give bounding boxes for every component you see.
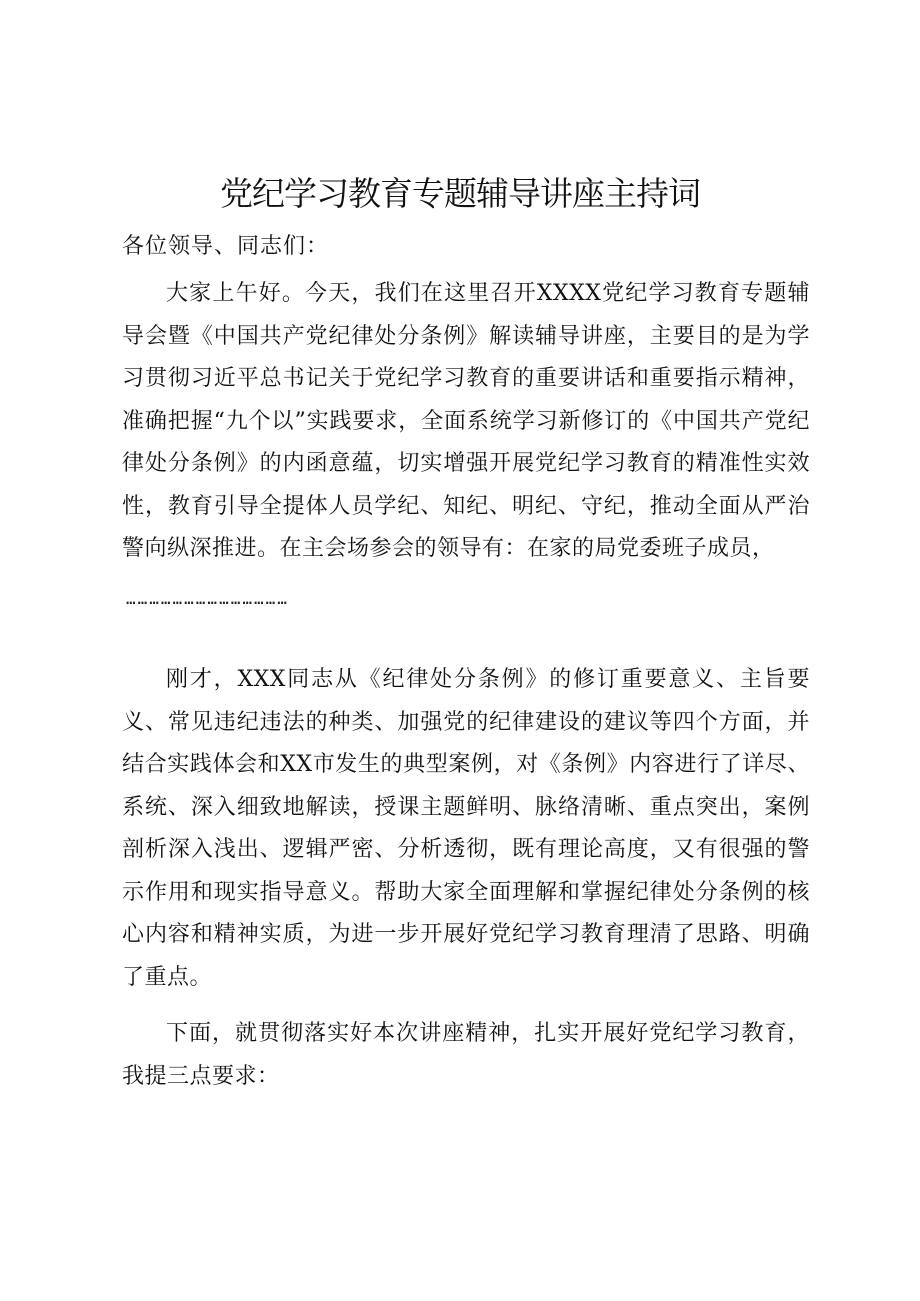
paragraph-opening: 大家上午好。今天，我们在这里召开XXXX党纪学习教育专题辅导会暨《中国共产党纪律处分条例》解读辅导讲座，主要目的是为学习贯彻习近平总书记关于党纪学习教育的重要讲话和重要指示精神，准确把握“九个以”实践要求，全面系统学习新修订的《中国共产党纪律处分条例》的内函意蕴，切实增强开展党纪学习教育的精准性实效性，教育引导全提体人员学纪、知纪、明纪、守纪，推动全面从严治警向纵深推进。在主会场参会的领导有：在家的局党委班子成员，: [122, 281, 810, 561]
document-title: 党纪学习教育专题辅导讲座主持词: [220, 174, 700, 213]
paragraph-requirements-intro: 下面，就贯彻落实好本次讲座精神，扎实开展好党纪学习教育，我提三点要求：: [122, 1021, 810, 1089]
salutation: 各位领导、同志们：: [122, 234, 330, 259]
paragraph-summary: 刚才，XXX同志从《纪律处分条例》的修订重要意义、主旨要义、常见违纪违法的种类、加强党的纪律建设的建议等四个方面，并结合实践体会和XX市发生的典型案例，对《条例》内容进行了详尽、系统、深入细致地解读，授课主题鲜明、脉络清晰、重点突出，案例剖析深入浅出、逻辑严密、分析透彻，既有理论高度，又有很强的警示作用和现实指导意义。帮助大家全面理解和掌握纪律处分条例的核心内容和精神实质，为进一步开展好党纪学习教育理清了思路、明确了重点。: [122, 667, 810, 990]
ellipsis-placeholder: ……………………………………: [126, 589, 289, 608]
